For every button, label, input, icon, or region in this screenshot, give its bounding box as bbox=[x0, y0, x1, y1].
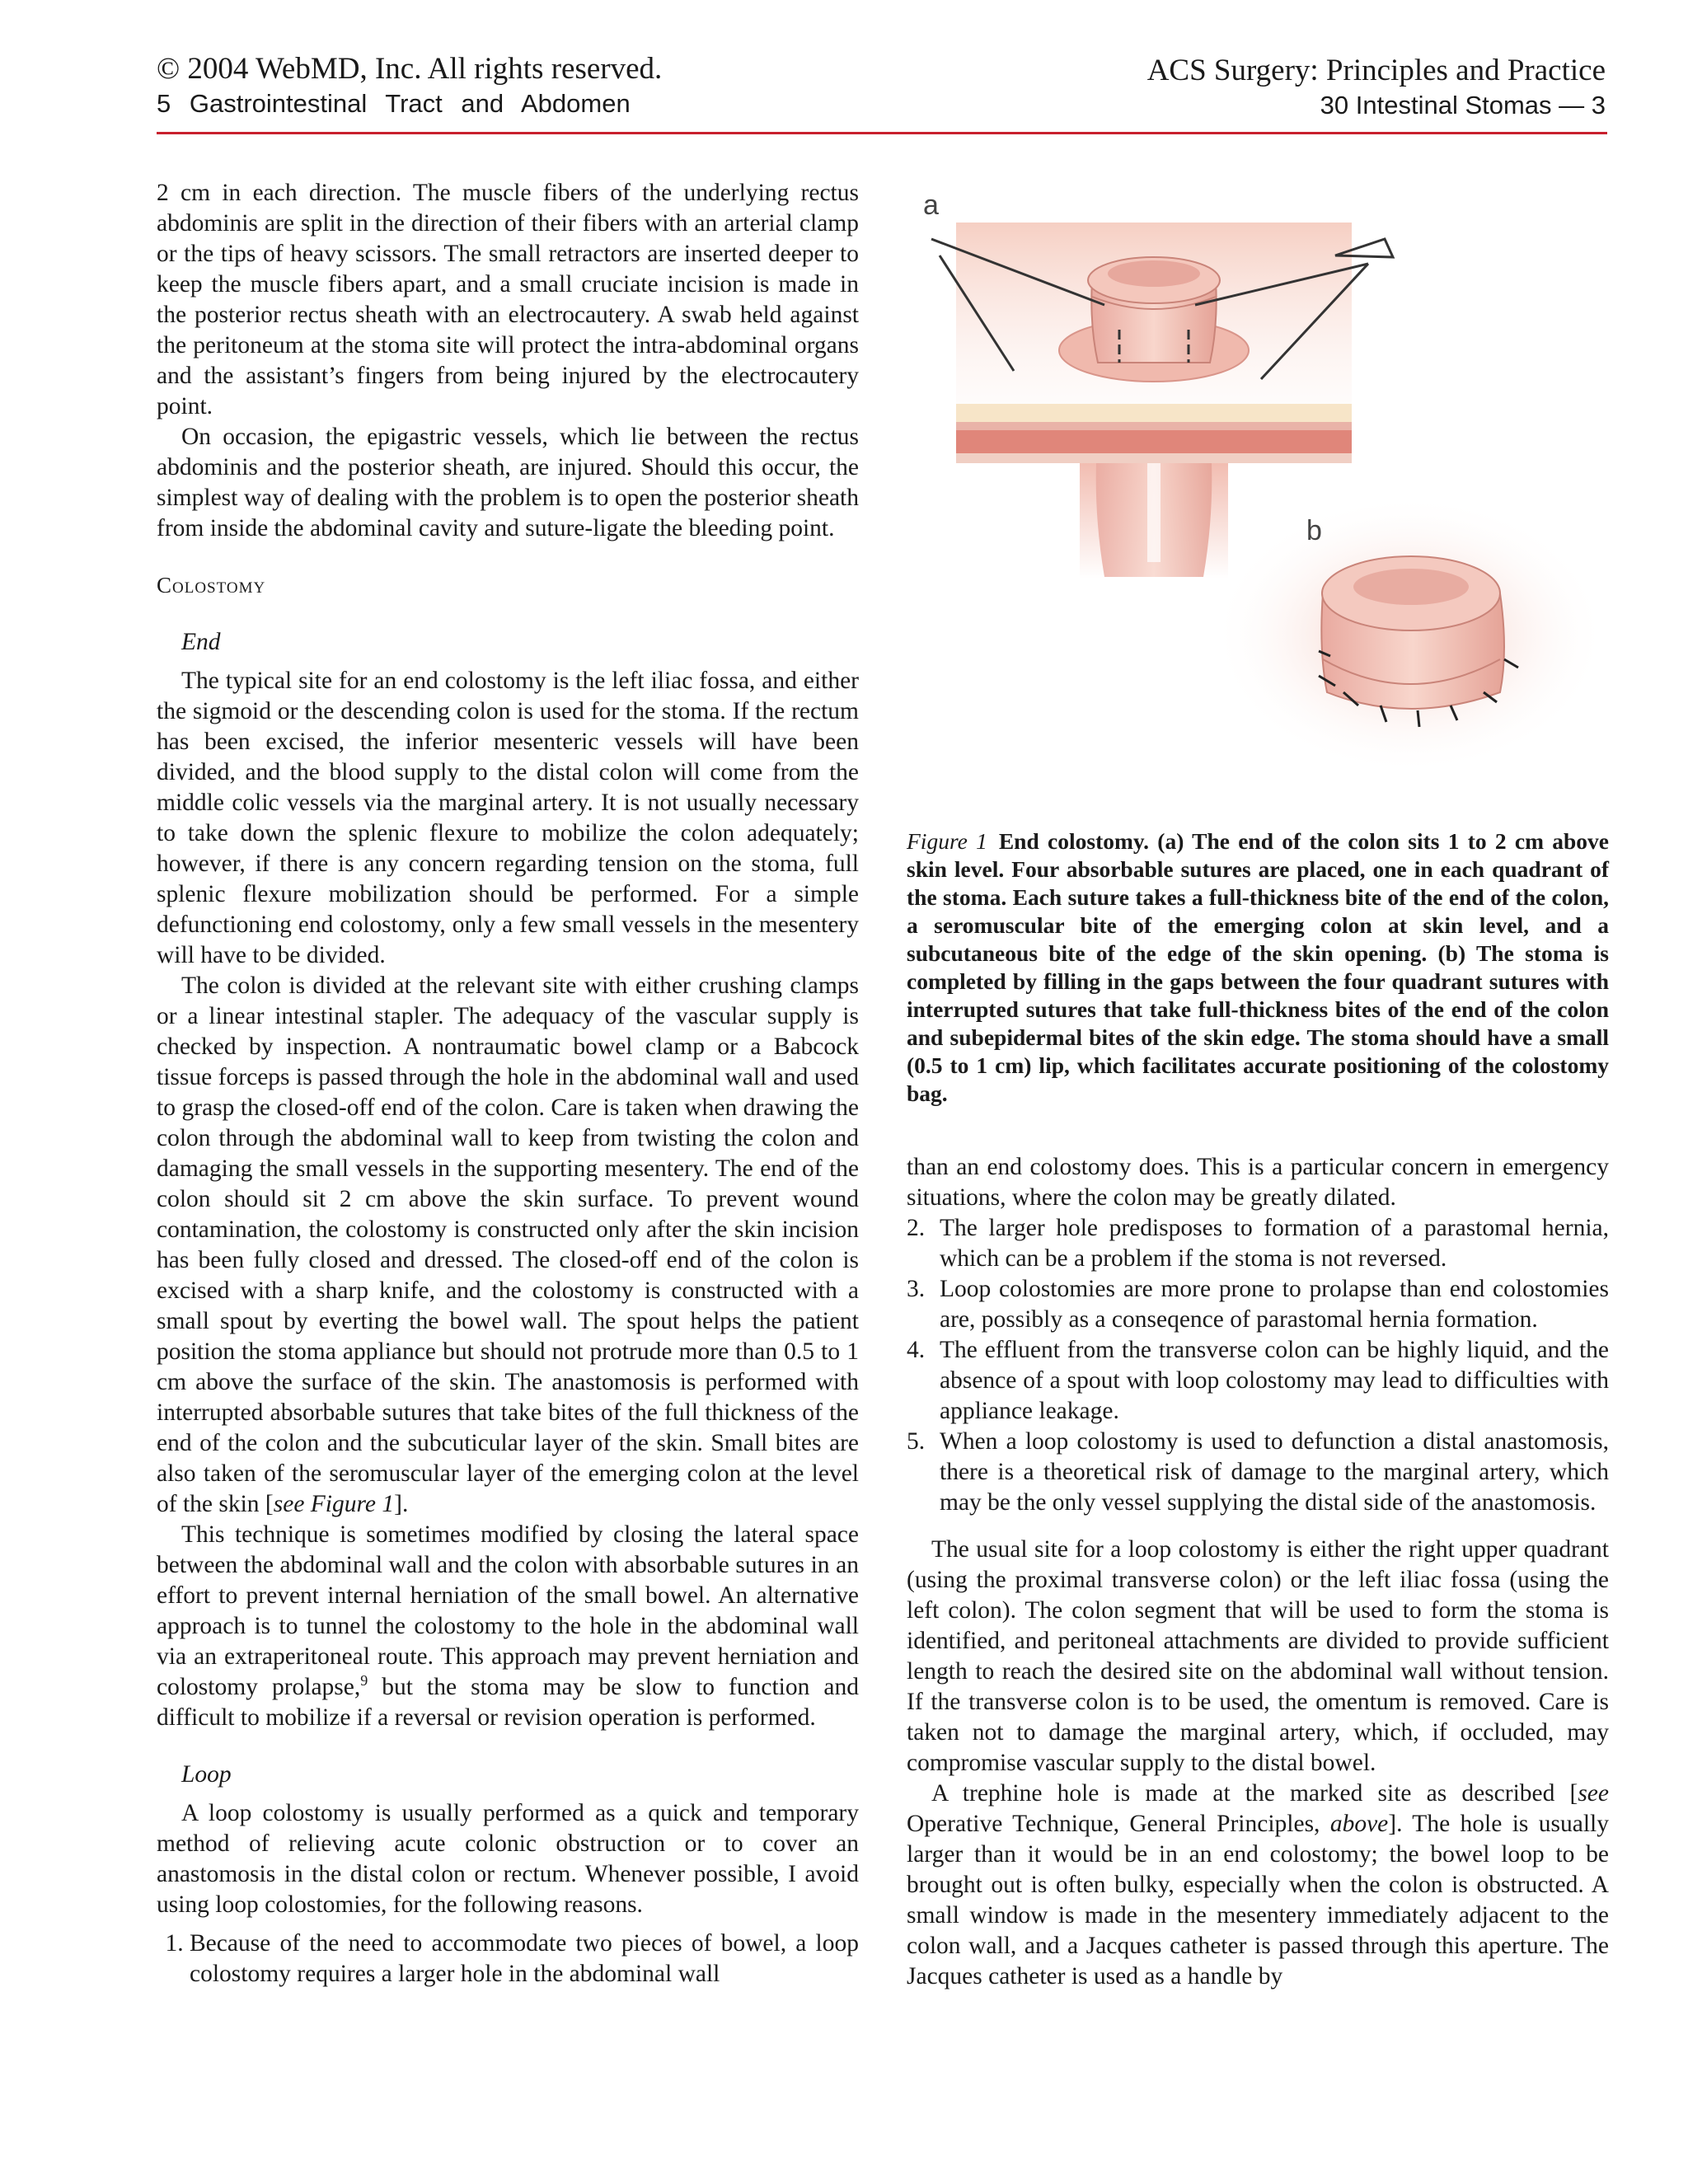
reasons-list-continued bbox=[907, 1213, 1609, 1518]
paragraph: A trephine hole is made at the marked site as described [see Operative Technique, General Principles, above]. The hole is usually larger than it would be in an end colostomy; the bowel loop to be brought out is often bulky, especially when the colon is obstructed. A small window is made in the mesentery immediately adjacent to the colon wall, and a Jacques catheter is passed through this aperture. The Jacques catheter is used as a handle by bbox=[907, 1780, 1609, 1990]
figure-reference[interactable]: see Figure 1 bbox=[273, 1491, 395, 1517]
list-item: 5. When a loop colostomy is used to defunction a distal anastomosis, there is a theoretical risk of damage to the marginal artery, which may be the only vessel supplying the distal side of the anastomosis. bbox=[907, 1428, 1609, 1516]
section-title: 5 Gastrointestinal Tract and Abdomen bbox=[157, 89, 631, 118]
section-heading-colostomy: Colostomy bbox=[157, 573, 266, 598]
paragraph: This technique is sometimes modified by closing the lateral space between the abdominal wall and the colon with absorbable sutures in an effort to prevent internal herniation of the small bowel. An alternative approach is to tunnel the colostomy to the hole in the abdominal wall via an extraperitoneal route. This approach may prevent herniation and colostomy prolapse,$^9$ but the stoma may be slow to function and difficult to mobilize if a reversal or revision operation is performed. bbox=[157, 1521, 859, 1731]
paragraph: A loop colostomy is usually performed as a quick and temporary method of relieving acute colonic obstruction or to cover an anastomosis in the distal colon or rectum. Whenever possible, I avoid using loop colostomies, for the following reasons. bbox=[157, 1800, 859, 1918]
caption-label: Figure 1 bbox=[907, 828, 987, 854]
caption-title: End colostomy. bbox=[998, 828, 1150, 854]
panel-label-a: a bbox=[923, 190, 939, 221]
copyright-notice: © 2004 WebMD, Inc. All rights reserved. bbox=[157, 52, 663, 86]
subheading-loop: Loop bbox=[181, 1761, 232, 1788]
header-rule bbox=[157, 132, 1607, 134]
left-column bbox=[157, 178, 859, 1990]
list-item: 4. The effluent from the transverse colon can be highly liquid, and the absence of a spout with loop colostomy may lead to difficulties with appliance leakage. bbox=[907, 1337, 1609, 1424]
figure-caption: Figure 1 End colostomy. (a) The end of the colon sits 1 to 2 cm above skin level. Four absorbable sutures are placed, one in each quadrant of the stoma. Each suture takes a full-thickness bite of the end of the colon, a seromuscular bite of the emerging colon at skin level, and a subcutaneous bite of the edge of the skin opening. (b) The stoma is completed by filling in the gaps between the four quadrant sutures with interrupted sutures that take full-thickness bites of the end of the colon and subepidermal bites of the skin edge. The stoma should have a small (0.5 to 1 cm) lip, which facilitates accurate positioning of the colostomy bag. bbox=[907, 828, 1610, 1106]
book-title: ACS Surgery: Principles and Practice bbox=[1146, 54, 1606, 87]
panel-label-b: b bbox=[1306, 515, 1322, 546]
chapter-title: 30 Intestinal Stomas — 3 bbox=[1320, 91, 1606, 120]
reasons-list bbox=[157, 1929, 859, 1990]
list-item-continuation: than an end colostomy does. This is a particular concern in emergency situations, where the colon may be greatly dilated. bbox=[907, 1154, 1609, 1211]
end-colostomy-figure bbox=[907, 165, 1609, 808]
paragraph: On occasion, the epigastric vessels, which lie between the rectus abdominis and the posterior sheath, are injured. Should this occur, the simplest way of dealing with the problem is to open the posterior sheath from inside the abdominal cavity and suture-ligate the bleeding point. bbox=[157, 424, 859, 541]
right-column bbox=[907, 1152, 1609, 1992]
paragraph: The colon is divided at the relevant site with either crushing clamps or a linear intestinal stapler. The adequacy of the vascular supply is checked by inspection. A nontraumatic bowel clamp or a Babcock tissue forceps is passed through the hole in the abdominal wall and used to grasp the closed-off end of the colon. Care is taken when drawing the colon through the abdominal wall to keep from twisting the colon and damaging the small vessels in the supporting mesentery. The end of the colon should sit 2 cm above the skin surface. To prevent wound contamination, the colostomy is constructed only after the skin incision has been fully closed and dressed. The closed-off end of the colon is excised with a sharp knife, and the colostomy is constructed with a small spout by everting the bowel wall. The spout helps the patient position the stoma appliance but should not protrude more than 0.5 to 1 cm above the surface of the skin. The anastomosis is performed with interrupted absorbable sutures that take bites of the full thickness of the end of the colon and the subcuticular layer of the skin. Small bites are also taken of the seromuscular layer of the emerging colon at the level of the skin [see Figure 1]. bbox=[157, 972, 859, 1517]
cross-reference[interactable]: see bbox=[1578, 1780, 1609, 1807]
paragraph: The typical site for an end colostomy is the left iliac fossa, and either the sigmoid or the descending colon is used for the stoma. If the rectum has been excised, the inferior mesenteric vessels will have been divided, and the blood supply to the distal colon will come from the middle colic vessels via the marginal artery. It is not usually necessary to take down the splenic flexure to mobilize the colon adequately; however, if there is any concern regarding tension on the stoma, full splenic flexure mobilization should be performed. For a simple defunctioning end colostomy, only a few small vessels in the mesentery will have to be divided. bbox=[157, 668, 859, 968]
subheading-end: End bbox=[181, 629, 221, 655]
list-item: 3. Loop colostomies are more prone to prolapse than end colostomies are, possibly as a conseqence of parastomal hernia formation. bbox=[907, 1276, 1609, 1333]
paragraph: The usual site for a loop colostomy is either the right upper quadrant (using the proximal transverse colon) or the left iliac fossa (using the left colon). The colon segment that will be used to form the stoma is identified, and peritoneal attachments are divided to provide sufficient length to reach the desired site on the abdominal wall without tension. If the transverse colon is to be used, the omentum is removed. Care is taken not to damage the marginal artery, which, if occluded, may compromise vascular supply to the distal bowel. bbox=[907, 1536, 1609, 1776]
citation-ref[interactable]: 9 bbox=[360, 1672, 368, 1690]
list-item: 1. Because of the need to accommodate two pieces of bowel, a loop colostomy requires a larger hole in the abdominal wall bbox=[190, 1929, 859, 1990]
paragraph: 2 cm in each direction. The muscle fibers of the underlying rectus abdominis are split in the direction of their fibers with an arterial clamp or the tips of heavy scissors. The small retractors are inserted deeper to keep the muscle fibers apart, and a small cruciate incision is made in the posterior rectus sheath with an electrocautery. A swab held against the peritoneum at the stoma site will protect the intra-abdominal organs and the assistant’s fingers from being injured by the electrocautery point. bbox=[157, 180, 859, 419]
panel-b-illustration bbox=[1212, 494, 1607, 775]
list-item: 2. The larger hole predisposes to formation of a parastomal hernia, which can be a problem if the stoma is not reversed. bbox=[907, 1215, 1609, 1272]
